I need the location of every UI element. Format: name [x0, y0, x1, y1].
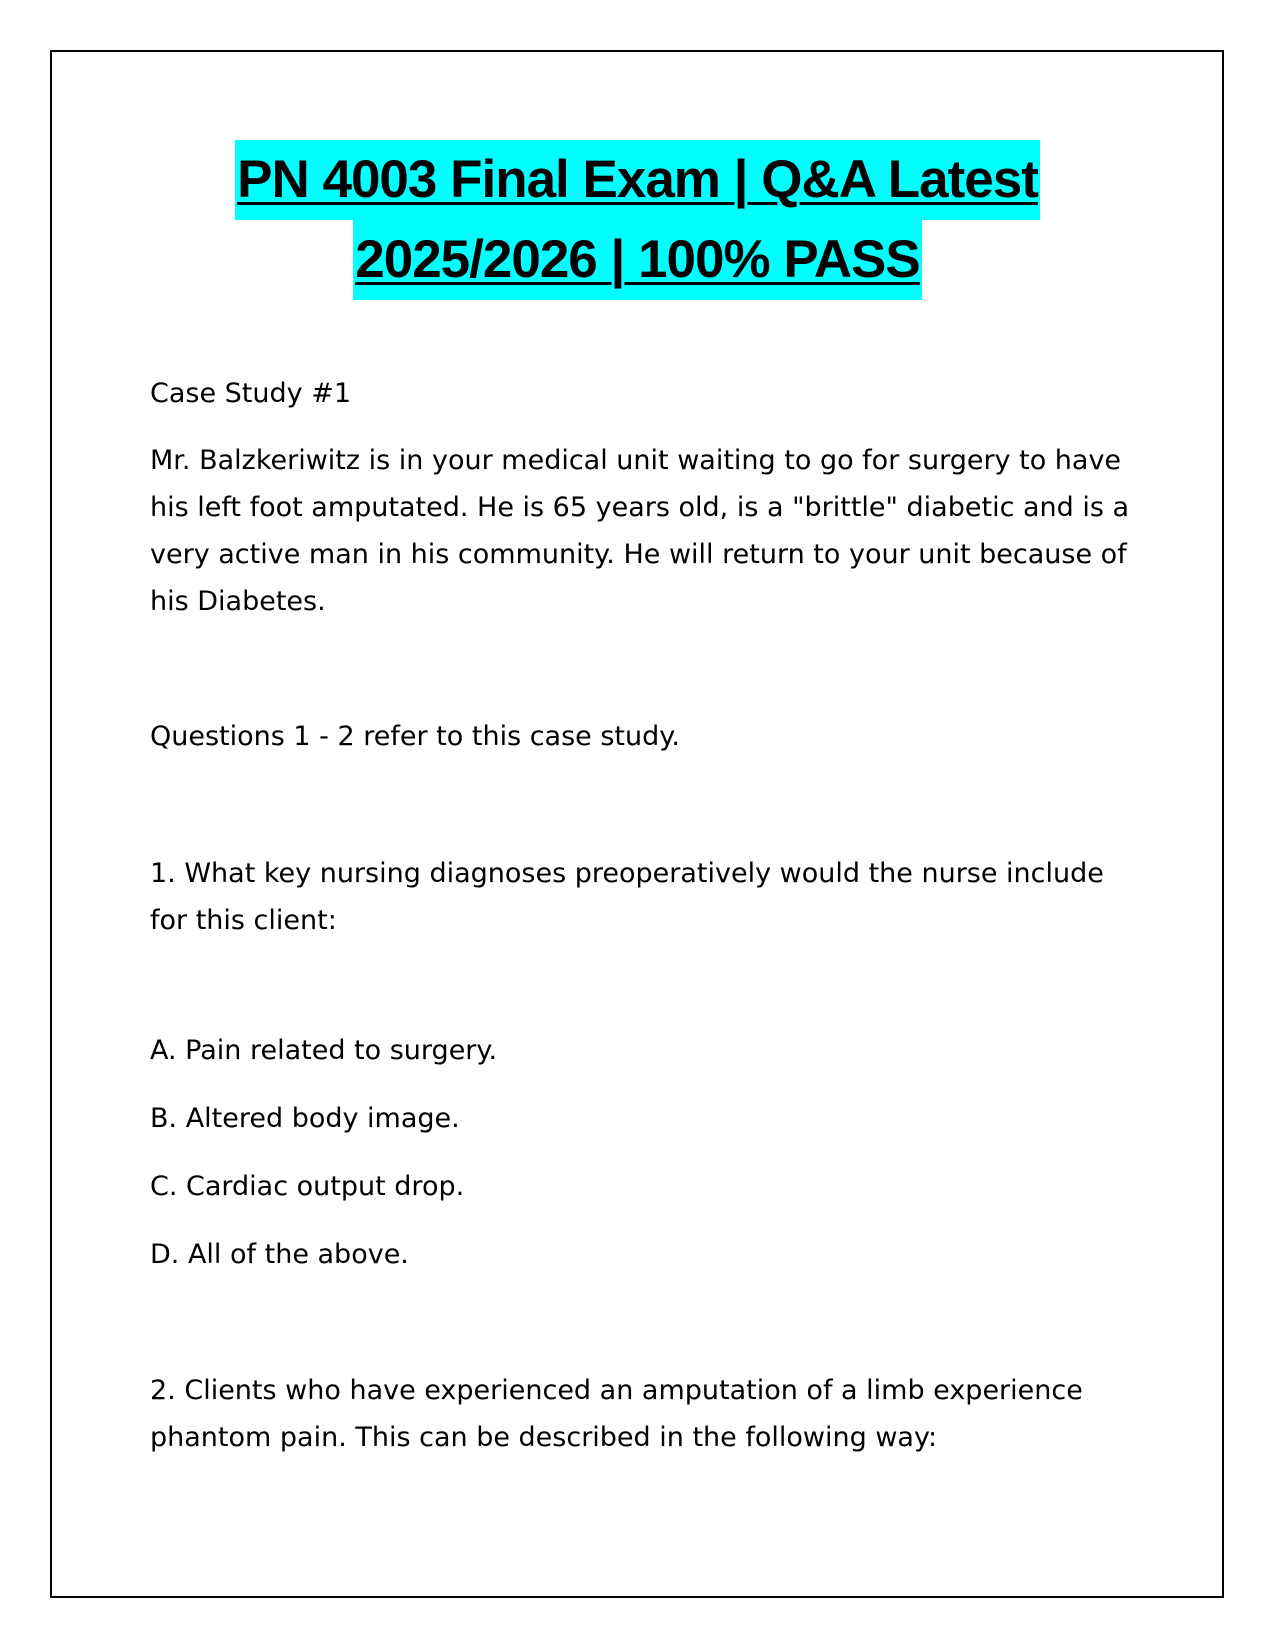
- document-title: [0, 140, 1275, 300]
- option-d-text: D. All of the above.: [150, 1239, 409, 1270]
- case-study-heading: [150, 370, 1140, 417]
- question-1-text: 1. What key nursing diagnoses preoperatively would the nurse include for this client:: [150, 858, 1104, 936]
- option-a-text: A. Pain related to surgery.: [150, 1035, 498, 1066]
- questions-reference: [150, 713, 1140, 760]
- option-b-text: B. Altered body image.: [150, 1103, 460, 1134]
- question-1-option-b: [150, 1095, 1140, 1142]
- case-study-paragraph: [150, 437, 1140, 625]
- question-2: [150, 1367, 1140, 1461]
- question-1-option-d: [150, 1231, 1140, 1278]
- title-line-2: 2025/2026 | 100% PASS: [353, 220, 921, 300]
- option-c-text: C. Cardiac output drop.: [150, 1171, 465, 1202]
- title-line-1: PN 4003 Final Exam | Q&A Latest: [235, 140, 1040, 220]
- case-study-heading-text: Case Study #1: [150, 378, 351, 409]
- question-1: [150, 850, 1140, 944]
- question-1-option-a: [150, 1027, 1140, 1074]
- questions-reference-text: Questions 1 - 2 refer to this case study.: [150, 721, 680, 752]
- question-1-option-c: [150, 1163, 1140, 1210]
- question-2-text: 2. Clients who have experienced an amputation of a limb experience phantom pain. This can be described in the following way:: [150, 1375, 1083, 1453]
- case-study-body: Mr. Balzkeriwitz is in your medical unit waiting to go for surgery to have his left foot amputated. He is 65 years old, is a "brittle" diabetic and is a very active man in his community. He will return to your unit because of his Diabetes.: [150, 445, 1130, 617]
